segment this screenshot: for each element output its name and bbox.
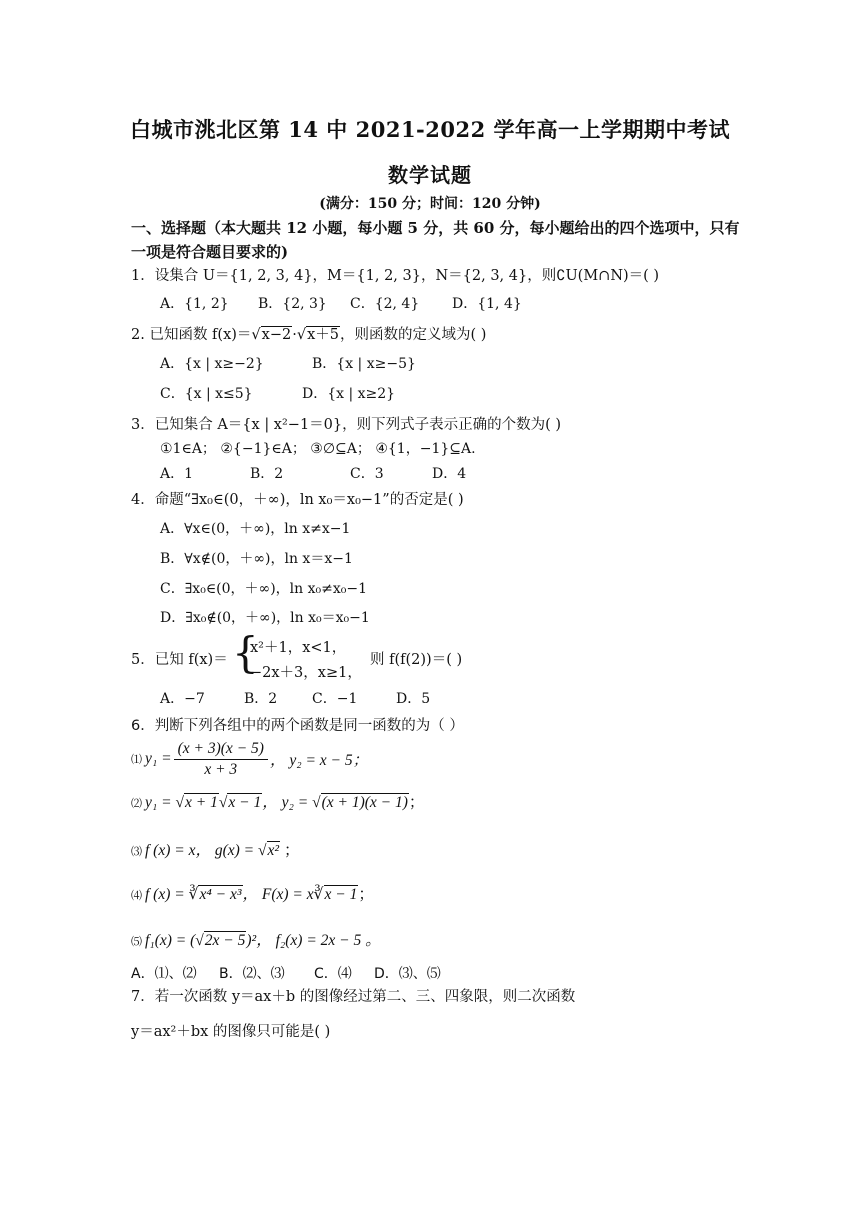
question-2-option-b: B．{x | x≥−5} [312, 356, 416, 372]
pair-2-radicand-2: x − 1 [228, 794, 262, 811]
question-7-line-2: y＝ax²＋bx 的图像只可能是( ) [131, 1024, 331, 1040]
question-2-radicand-2: x＋5 [307, 327, 339, 343]
pair-1-label: ⑴ [131, 754, 142, 766]
pair-4-end: ； [358, 886, 374, 903]
pair-1-rest: ， y₂ = x − 5； [269, 752, 369, 769]
question-7-line-1: 7．若一次函数 y＝ax＋b 的图像经过第二、三、四象限，则二次函数 [131, 989, 576, 1005]
question-6-pair-1 [131, 738, 368, 780]
question-6-pair-4 [131, 882, 374, 904]
question-4-option-b: B．∀x∉(0，＋∞)，ln x＝x−1 [160, 551, 353, 567]
sqrt-symbol-icon: √ [251, 327, 261, 343]
pair-4-radicand-1: x⁴ − x³ [199, 886, 242, 903]
question-2-stem-suffix: ，则函数的定义域为( ) [340, 327, 487, 343]
pair-2-label: ⑵ [131, 798, 142, 810]
pair-4-text-a: f (x) = ∛ [145, 886, 199, 903]
question-3-option-d: D．4 [432, 466, 467, 482]
question-1-option-a: A．{1, 2} [160, 296, 229, 312]
question-5-option-c: C．−1 [312, 691, 358, 707]
pair-3-text: f (x) = x， g(x) = [145, 842, 259, 859]
sqrt-symbol-icon: √ [195, 932, 204, 949]
pair-3-end: ； [280, 842, 300, 859]
question-5-option-b: B．2 [244, 691, 278, 707]
question-2-stem-prefix: 2. 已知函数 f(x)＝ [131, 327, 252, 343]
pair-1-denominator: x + 3 [204, 760, 238, 778]
question-1-option-b: B．{2, 3} [258, 296, 327, 312]
question-3-stem: 3．已知集合 A＝{x | x²−1＝0}，则下列式子表示正确的个数为( ) [131, 417, 562, 433]
question-1-stem: 1．设集合 U＝{1, 2, 3, 4}，M＝{1, 2, 3}，N＝{2, 3, 4}，则∁U(M∩N)＝( ) [131, 268, 660, 284]
pair-1-y1: y₁ = [145, 750, 172, 767]
pair-1-fraction [174, 740, 268, 779]
piecewise-brace-icon: { [232, 628, 259, 677]
question-6-pair-3 [131, 838, 299, 860]
pair-4-text-b: ， F(x) = x∛ [242, 886, 324, 903]
question-4-option-d: D．∃x₀∉(0，＋∞)，ln x₀＝x₀−1 [160, 610, 370, 626]
question-4-option-a: A．∀x∈(0，＋∞)，ln x≠x−1 [160, 521, 351, 537]
sqrt-symbol-icon: √ [258, 842, 267, 859]
question-1-option-d: D．{1, 4} [452, 296, 522, 312]
pair-5-label: ⑸ [131, 936, 142, 948]
question-5-stem-suffix: 则 f(f(2))＝( ) [370, 652, 463, 668]
pair-2-end: ； [408, 794, 425, 811]
page-subtitle: 数学试题 [388, 163, 472, 187]
question-6-option-b: B．⑵、⑶ [219, 966, 285, 982]
sqrt-symbol-icon: √ [312, 794, 321, 811]
question-3-statements: ①1∈A； ②{−1}∈A； ③∅⊆A； ④{1，−1}⊆A. [160, 441, 476, 457]
sqrt-symbol-icon: √ [218, 794, 228, 811]
pair-2-y1: y₁ = [145, 794, 176, 811]
question-5-stem-prefix: 5．已知 f(x)＝ [131, 652, 228, 668]
question-2-dot: · [292, 327, 297, 343]
pair-5-text-b: )²， f₂(x) = 2x − 5 。 [246, 932, 381, 949]
section-heading-line-2: 一项是符合题目要求的) [131, 243, 289, 261]
question-6-option-d: D．⑶、⑸ [374, 966, 441, 982]
question-5-case-1: x²＋1，x<1， [250, 640, 347, 656]
question-3-option-a: A．1 [160, 466, 194, 482]
question-6-pair-2 [131, 790, 424, 812]
question-6-pair-5 [131, 928, 381, 950]
pair-1-numerator: (x + 3)(x − 5) [174, 740, 268, 760]
pair-2-radicand-3: (x + 1)(x − 1) [321, 794, 408, 811]
question-5-option-d: D．5 [396, 691, 431, 707]
question-5-case-2: −2x＋3，x≥1， [250, 665, 362, 681]
pair-3-label: ⑶ [131, 846, 142, 858]
section-heading-line-1: 一、选择题（本大题共 12 小题，每小题 5 分，共 60 分，每小题给出的四个选项中，只有 [131, 219, 740, 237]
question-2-radicand-1: x−2 [261, 327, 292, 343]
pair-5-text-a: f₁(x) = ( [145, 932, 196, 949]
sqrt-symbol-icon: √ [296, 327, 307, 343]
question-3-option-b: B．2 [250, 466, 284, 482]
question-2-option-a: A．{x | x≥−2} [160, 356, 264, 372]
question-3-option-c: C．3 [350, 466, 384, 482]
question-2-stem [131, 323, 486, 344]
pair-3-radicand: x² [267, 842, 280, 859]
question-5-option-a: A．−7 [160, 691, 205, 707]
question-4-option-c: C．∃x₀∈(0，＋∞)，ln x₀≠x₀−1 [160, 581, 367, 597]
pair-2-y2: ， y₂ = [262, 794, 313, 811]
question-6-stem: 6．判断下列各组中的两个函数是同一函数的为（ ） [131, 718, 464, 734]
question-1-option-c: C．{2, 4} [350, 296, 420, 312]
pair-4-label: ⑷ [131, 890, 142, 902]
question-6-option-c: C．⑷ [314, 966, 352, 982]
pair-4-radicand-2: x − 1 [324, 886, 358, 903]
page-title: 白城市洮北区第 14 中 2021-2022 学年高一上学期期中考试 [129, 117, 731, 142]
exam-meta: (满分：150 分；时间：120 分钟) [319, 196, 541, 212]
sqrt-symbol-icon: √ [175, 794, 184, 811]
question-4-stem: 4．命题“∃x₀∈(0，＋∞)，ln x₀＝x₀−1”的否定是( ) [131, 492, 464, 508]
question-6-option-a: A．⑴、⑵ [131, 966, 197, 982]
pair-5-radicand: 2x − 5 [204, 932, 246, 949]
question-2-option-c: C．{x | x≤5} [160, 386, 253, 402]
pair-2-radicand-1: x + 1 [185, 794, 218, 811]
question-2-option-d: D．{x | x≥2} [302, 386, 396, 402]
